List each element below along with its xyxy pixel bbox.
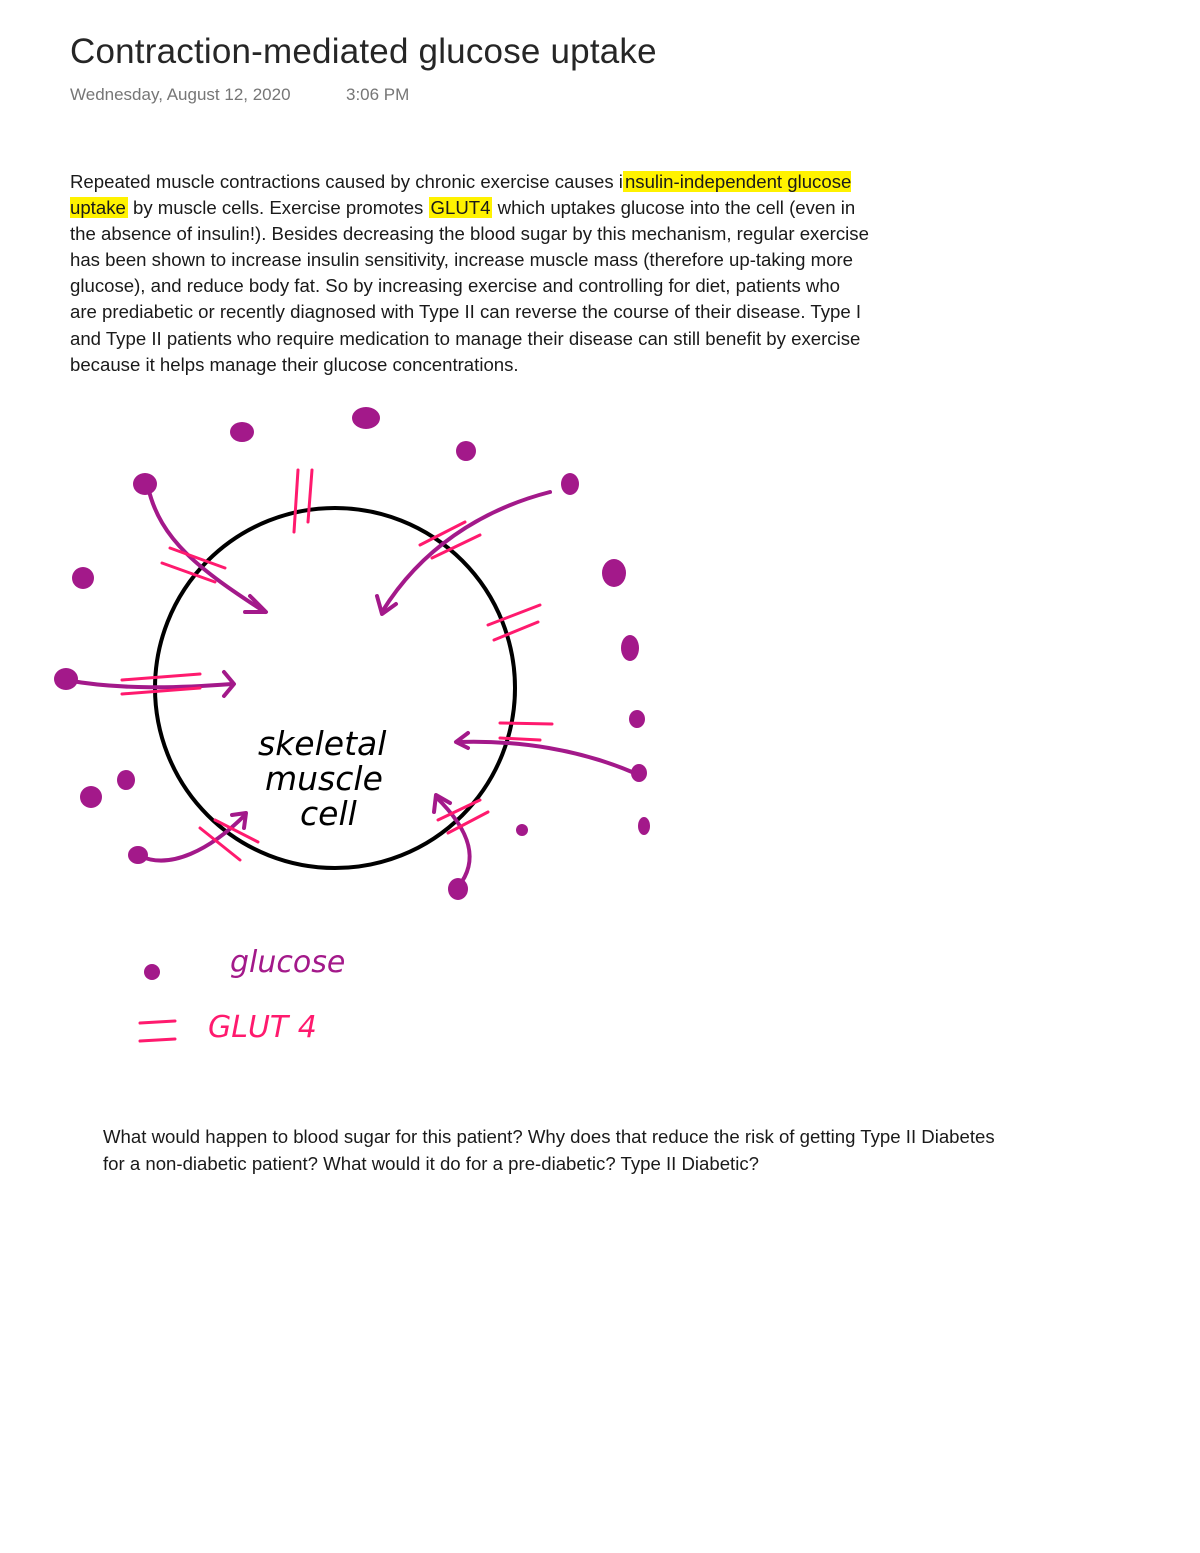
arrowhead-top-left <box>245 596 266 612</box>
glucose-dot <box>128 846 148 864</box>
glut4-left <box>122 674 200 694</box>
cell-label-line1: skeletal <box>258 724 387 763</box>
glucose-dot <box>72 567 94 589</box>
para-start: Repeated muscle contractions caused by chronic exercise causes i <box>70 171 623 192</box>
legend-glut4-symbol <box>140 1021 175 1041</box>
glucose-dot <box>602 559 626 587</box>
glucose-dot <box>629 710 645 728</box>
highlight-insulin-independent: nsulin-independent glucose uptake <box>70 171 852 219</box>
arrow-left <box>66 680 232 687</box>
glucose-dot <box>621 635 639 661</box>
arrow-top-left <box>148 487 265 612</box>
page-time: 3:06 PM <box>346 85 410 104</box>
question-text: What would happen to blood sugar for this patient? Why does that reduce the risk of getting Type II Diabetes for a non-diabetic patient? What would it do for a pre-diabetic? Type II Diabetic? <box>103 1126 995 1174</box>
highlight-glut4: GLUT4 <box>430 197 491 219</box>
page-title: Contraction-mediated glucose uptake <box>70 32 657 71</box>
para-mid: by muscle cells. Exercise promotes <box>127 197 429 219</box>
glucose-dot <box>631 764 647 782</box>
glucose-dot <box>80 786 102 808</box>
para-end: which uptakes glucose into the cell (even in the absence of insulin!). Besides decreasing the blood sugar by this mechanism, regular exercise has been shown to increase insulin sensitivity, increase muscle mass (therefore up-taking more glucose), and reduce body fat. So by increasing exercise and controlling for diet, patients who are prediabetic or recently diagnosed with Type II can reverse the course of their disease. Type I and Type II patients who require medication to manage their disease can still benefit by exercise because it helps manage their glucose concentrations. <box>70 197 869 375</box>
body-paragraph <box>70 169 870 378</box>
page-date: Wednesday, August 12, 2020 <box>70 85 291 104</box>
glucose-dot <box>448 878 468 900</box>
glut4-top <box>294 470 312 532</box>
glucose-dot <box>117 770 135 790</box>
cell-label-line2: muscle <box>265 759 383 798</box>
legend-glut4-label: GLUT 4 <box>208 1010 317 1045</box>
arrow-top-right <box>382 492 550 612</box>
glucose-dot <box>561 473 579 495</box>
glucose-dot <box>352 407 380 429</box>
cell-label-line3: cell <box>300 794 357 833</box>
glucose-dot <box>456 441 476 461</box>
glucose-dot <box>516 824 528 836</box>
legend-glucose-dot <box>144 964 160 980</box>
glut4-bottom-left <box>200 820 258 860</box>
glucose-dot <box>638 817 650 835</box>
glucose-dot <box>133 473 157 495</box>
glucose-dot <box>230 422 254 442</box>
diagram-legend <box>140 945 345 1045</box>
glucose-uptake-diagram <box>0 380 1200 1080</box>
arrow-right <box>458 742 632 772</box>
glucose-dot <box>54 668 78 690</box>
legend-glucose-label: glucose <box>230 945 346 980</box>
arrow-bottom-left <box>140 815 245 861</box>
